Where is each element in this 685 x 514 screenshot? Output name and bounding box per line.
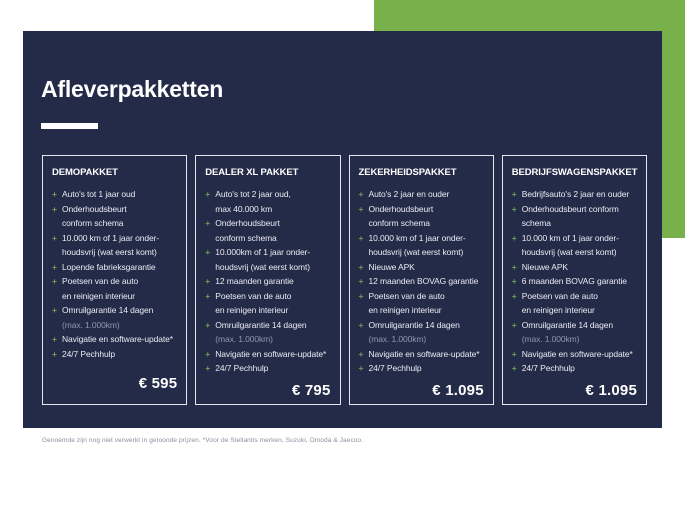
plus-bullet-icon: +	[511, 261, 517, 272]
package-item	[52, 260, 177, 275]
item-line: Nieuwe APK	[368, 261, 415, 272]
package-item	[52, 303, 177, 332]
plus-bullet-icon: +	[511, 189, 517, 199]
item-line: Auto's tot 1 jaar oud	[62, 189, 136, 199]
item-line: Bedrijfsauto's 2 jaar en ouder	[521, 189, 630, 199]
package-item	[205, 347, 330, 362]
item-line: Poetsen van de auto	[368, 290, 445, 301]
item-line: Poetsen van de auto	[521, 290, 598, 301]
item-line: (max. 1.000km)	[62, 319, 120, 330]
package-item	[205, 216, 330, 245]
package-item	[52, 347, 177, 362]
plus-bullet-icon: +	[358, 319, 364, 330]
package-card	[502, 155, 647, 405]
plus-bullet-icon: +	[511, 232, 517, 243]
plus-bullet-icon: +	[52, 189, 57, 199]
plus-bullet-icon: +	[205, 218, 211, 228]
packages-row	[42, 155, 647, 405]
package-title: DEMOPAKKET	[52, 167, 118, 178]
item-line: (max. 1.000km)	[521, 334, 580, 344]
item-line: Onderhoudsbeurt	[368, 203, 434, 214]
package-item	[205, 187, 330, 216]
package-items	[359, 187, 484, 376]
package-item	[52, 274, 177, 303]
package-price: € 1.095	[432, 381, 484, 399]
plus-bullet-icon: +	[358, 261, 364, 272]
item-line: Navigatie en software-update*	[521, 348, 633, 359]
plus-bullet-icon: +	[511, 276, 517, 286]
package-item	[359, 260, 484, 275]
plus-bullet-icon: +	[52, 276, 57, 286]
package-item	[205, 289, 330, 318]
package-card	[349, 155, 494, 405]
package-item	[52, 202, 177, 231]
package-item	[359, 289, 484, 318]
page-title: Afleverpakketten	[41, 76, 224, 102]
item-line: Auto's 2 jaar en ouder	[368, 189, 450, 199]
package-item	[359, 187, 484, 202]
item-line: conform schema	[215, 232, 277, 243]
plus-bullet-icon: +	[52, 261, 57, 272]
plus-bullet-icon: +	[511, 203, 517, 214]
item-line: Onderhoudsbeurt conform	[521, 203, 619, 214]
item-line: 24/7 Pechhulp	[62, 348, 116, 359]
item-line: conform schema	[62, 218, 124, 228]
plus-bullet-icon: +	[511, 290, 517, 301]
package-item	[52, 332, 177, 347]
item-line: Navigatie en software-update*	[215, 348, 327, 359]
package-item	[359, 318, 484, 347]
plus-bullet-icon: +	[205, 247, 211, 257]
plus-bullet-icon: +	[205, 363, 211, 373]
plus-bullet-icon: +	[358, 363, 364, 373]
plus-bullet-icon: +	[358, 276, 364, 286]
package-card	[195, 155, 340, 405]
package-item	[512, 361, 637, 376]
item-line: max 40.000 km	[215, 203, 273, 214]
package-item	[512, 274, 637, 289]
item-line: houdsvrij (wat eerst komt)	[521, 247, 617, 257]
package-item	[205, 318, 330, 347]
item-line: 6 maanden BOVAG garantie	[521, 276, 627, 286]
item-line: 12 maanden garantie	[215, 276, 294, 286]
package-title: BEDRIJFSWAGENSPAKKET	[511, 167, 638, 178]
item-line: Onderhoudsbeurt	[215, 218, 280, 228]
item-line: 10.000 km of 1 jaar onder-	[368, 232, 466, 243]
package-item	[512, 318, 637, 347]
item-line: (max. 1.000km)	[215, 334, 273, 344]
plus-bullet-icon: +	[205, 348, 211, 359]
package-item	[52, 187, 177, 202]
plus-bullet-icon: +	[358, 189, 364, 199]
package-item	[359, 347, 484, 362]
package-price: € 595	[138, 375, 178, 392]
package-item	[205, 274, 330, 289]
item-line: Poetsen van de auto	[62, 276, 139, 286]
item-line: schema	[521, 218, 551, 228]
item-line: Omruilgarantie 14 dagen	[62, 305, 154, 315]
package-card	[42, 155, 187, 405]
plus-bullet-icon: +	[511, 319, 517, 330]
plus-bullet-icon: +	[205, 290, 211, 301]
slide-panel	[23, 31, 662, 428]
package-item	[512, 231, 637, 260]
item-line: Navigatie en software-update*	[62, 334, 173, 344]
package-items	[52, 187, 177, 361]
package-items	[512, 187, 637, 376]
item-line: Omruilgarantie 14 dagen	[521, 319, 614, 330]
plus-bullet-icon: +	[52, 334, 57, 344]
package-title: DEALER XL PAKKET	[205, 167, 299, 178]
item-line: Navigatie en software-update*	[368, 348, 480, 359]
package-item	[359, 202, 484, 231]
plus-bullet-icon: +	[358, 203, 364, 214]
item-line: 10.000 km of 1 jaar onder-	[62, 232, 160, 243]
package-item	[512, 289, 637, 318]
item-line: houdsvrij (wat eerst komt)	[62, 247, 157, 257]
title-underline	[41, 123, 98, 129]
package-price: € 1.095	[585, 381, 637, 399]
plus-bullet-icon: +	[358, 232, 364, 243]
item-line: Auto's tot 2 jaar oud,	[215, 189, 291, 199]
plus-bullet-icon: +	[52, 232, 57, 243]
package-item	[512, 347, 637, 362]
package-item	[512, 187, 637, 202]
item-line: Lopende fabrieksgarantie	[62, 261, 156, 272]
item-line: 24/7 Pechhulp	[215, 363, 269, 373]
item-line: houdsvrij (wat eerst komt)	[215, 261, 310, 272]
package-item	[205, 245, 330, 274]
plus-bullet-icon: +	[205, 189, 211, 199]
item-line: Onderhoudsbeurt	[62, 203, 127, 214]
item-line: en reinigen interieur	[62, 290, 136, 301]
plus-bullet-icon: +	[511, 348, 517, 359]
plus-bullet-icon: +	[205, 319, 211, 330]
package-items	[205, 187, 330, 376]
plus-bullet-icon: +	[52, 203, 57, 214]
package-item	[359, 274, 484, 289]
plus-bullet-icon: +	[52, 305, 57, 315]
package-item	[359, 231, 484, 260]
plus-bullet-icon: +	[52, 348, 57, 359]
item-line: (max. 1.000km)	[368, 334, 427, 344]
item-line: Poetsen van de auto	[215, 290, 292, 301]
plus-bullet-icon: +	[511, 363, 517, 373]
item-line: 24/7 Pechhulp	[368, 363, 422, 373]
item-line: Omruilgarantie 14 dagen	[215, 319, 307, 330]
item-line: conform schema	[368, 218, 430, 228]
footnote: Genoemde zijn nog niet verwerkt in getoonde prijzen. *Voor de Stellantis merken, Suzuki, Omoda & Jaecoo.	[42, 437, 364, 444]
item-line: Omruilgarantie 14 dagen	[368, 319, 460, 330]
item-line: en reinigen interieur	[215, 305, 289, 315]
package-item	[52, 231, 177, 260]
plus-bullet-icon: +	[358, 290, 364, 301]
package-price: € 795	[291, 381, 331, 399]
item-line: 10.000km of 1 jaar onder-	[215, 247, 311, 257]
package-item	[512, 202, 637, 231]
package-title: ZEKERHEIDSPAKKET	[358, 167, 457, 178]
package-item	[205, 361, 330, 376]
item-line: 12 maanden BOVAG garantie	[368, 276, 479, 286]
item-line: 24/7 Pechhulp	[521, 363, 575, 373]
item-line: houdsvrij (wat eerst komt)	[368, 247, 464, 257]
item-line: 10.000 km of 1 jaar onder-	[521, 232, 619, 243]
item-line: Nieuwe APK	[521, 261, 568, 272]
plus-bullet-icon: +	[205, 276, 211, 286]
item-line: en reinigen interieur	[368, 305, 442, 315]
plus-bullet-icon: +	[358, 348, 364, 359]
package-item	[359, 361, 484, 376]
item-line: en reinigen interieur	[521, 305, 595, 315]
package-item	[512, 260, 637, 275]
